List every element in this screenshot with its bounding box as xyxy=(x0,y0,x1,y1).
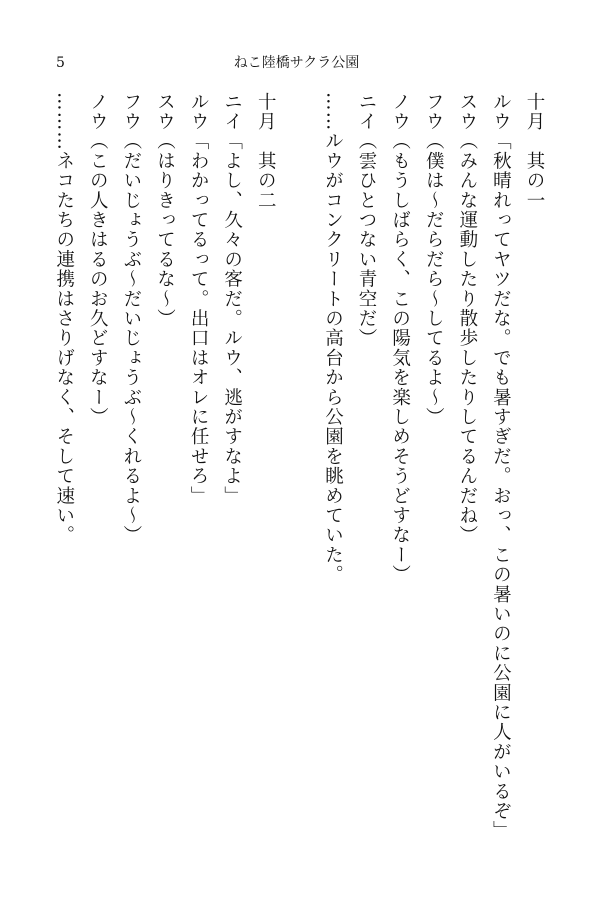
text-line: ニイ「よし、久々の客だ。ルウ、逃がすなよ」 xyxy=(221,92,243,506)
text-line: フウ（だいじょうぶ～だいじょうぶ～くれるよ～） xyxy=(120,92,142,546)
text-line: ルウ「秋晴れってヤツだな。でも暑すぎだ。おっ、この暑いのに公園に人がいるぞ」 xyxy=(490,92,512,841)
running-title: ねこ陸橋サクラ公園 xyxy=(233,55,360,71)
section-heading-1: 十月 其の一 xyxy=(524,92,545,211)
text-line: ……ルウがコンクリートの高台から公園を眺めていた。 xyxy=(322,92,344,585)
text-line: ニイ（雲ひとつない青空だ） xyxy=(356,92,378,349)
text-line: ………ネコたちの連携はさりげなく、そして速い。 xyxy=(53,92,75,546)
page-number: 5 xyxy=(56,55,65,71)
text-line: ノウ（この人きはるのお久どすなー） xyxy=(87,92,109,427)
text-line: フウ（僕は～だらだら～してるよ～） xyxy=(423,92,445,427)
section-heading-2: 十月 其の二 xyxy=(255,92,277,211)
text-line: スウ（みんな運動したり散歩したりしてるんだね） xyxy=(456,92,478,546)
section-gap xyxy=(282,92,316,882)
text-line: スウ（はりきってるな～） xyxy=(154,92,176,329)
text-line: ルウ「わかってるって。出口はオレに任せろ」 xyxy=(188,92,210,506)
text-line: ノウ（もうしばらく、この陽気を楽しめそうどすなー） xyxy=(389,92,411,585)
vertical-text-body xyxy=(47,92,551,882)
